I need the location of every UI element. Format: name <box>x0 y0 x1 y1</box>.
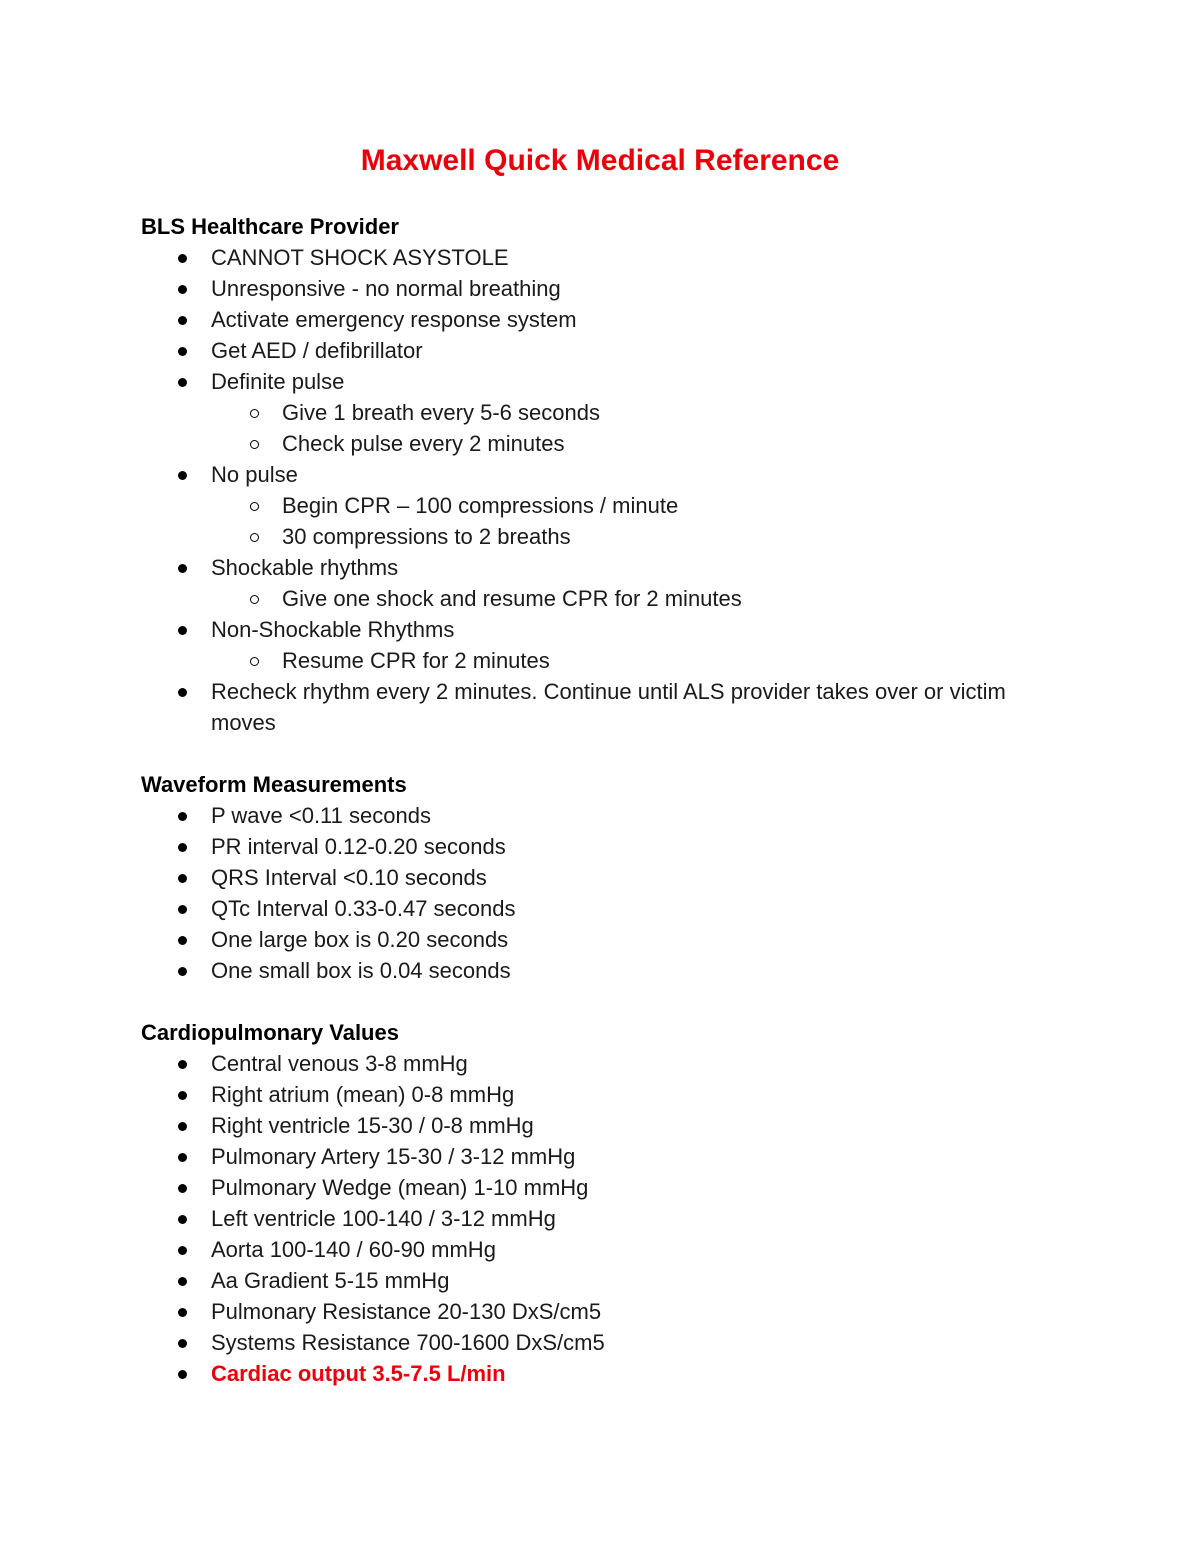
bullet-dot-icon <box>178 1246 187 1255</box>
list-item-text: Non-Shockable Rhythms <box>211 617 455 642</box>
bullet-dot-icon <box>178 1153 187 1162</box>
list-item <box>141 1172 1061 1203</box>
bullet-dot-icon <box>178 905 187 914</box>
sub-bullet-list <box>211 645 1061 676</box>
section-heading: Waveform Measurements <box>141 772 407 797</box>
document-title: Maxwell Quick Medical Reference <box>360 144 840 177</box>
bullet-dot-icon <box>178 1122 187 1131</box>
section-2 <box>141 769 1061 986</box>
list-item-text: No pulse <box>211 462 298 487</box>
list-item <box>141 1327 1061 1358</box>
bullet-circle-icon <box>250 502 259 511</box>
list-item-text: Recheck rhythm every 2 minutes. Continue until ALS provider takes over or victim moves <box>211 679 1006 735</box>
bullet-dot-icon <box>178 874 187 883</box>
bullet-dot-icon <box>178 1370 187 1379</box>
list-item <box>141 955 1061 986</box>
bullet-dot-icon <box>178 1308 187 1317</box>
sub-list-item-text: Give 1 breath every 5-6 seconds <box>282 400 600 425</box>
sub-list-item-text: Begin CPR – 100 compressions / minute <box>282 493 679 518</box>
bullet-dot-icon <box>178 812 187 821</box>
list-item-text: QTc Interval 0.33-0.47 seconds <box>211 896 516 921</box>
sub-bullet-list <box>211 490 1061 552</box>
document-page <box>141 139 1061 1389</box>
sub-list-item <box>211 490 1061 521</box>
sub-list-item <box>211 583 1061 614</box>
list-item-text: P wave <0.11 seconds <box>211 803 431 828</box>
bullet-dot-icon <box>178 378 187 387</box>
bullet-dot-icon <box>178 688 187 697</box>
bullet-dot-icon <box>178 1091 187 1100</box>
list-item-text: Right ventricle 15-30 / 0-8 mmHg <box>211 1113 534 1138</box>
sections-container <box>141 211 1061 1389</box>
sub-list-item <box>211 397 1061 428</box>
section-1 <box>141 211 1061 738</box>
bullet-dot-icon <box>178 936 187 945</box>
list-item <box>141 242 1061 273</box>
list-item-text: Left ventricle 100-140 / 3-12 mmHg <box>211 1206 556 1231</box>
sub-list-item <box>211 645 1061 676</box>
list-item-text: Pulmonary Resistance 20-130 DxS/cm5 <box>211 1299 602 1324</box>
list-item-text: Aorta 100-140 / 60-90 mmHg <box>211 1237 496 1262</box>
list-item-text: Activate emergency response system <box>211 307 577 332</box>
bullet-circle-icon <box>250 595 259 604</box>
list-item-text: One large box is 0.20 seconds <box>211 927 509 952</box>
list-item <box>141 366 1061 459</box>
bullet-circle-icon <box>250 440 259 449</box>
list-item-text: Systems Resistance 700-1600 DxS/cm5 <box>211 1330 605 1355</box>
bullet-dot-icon <box>178 1215 187 1224</box>
list-item <box>141 893 1061 924</box>
list-item <box>141 1265 1061 1296</box>
bullet-dot-icon <box>178 316 187 325</box>
bullet-dot-icon <box>178 843 187 852</box>
bullet-circle-icon <box>250 533 259 542</box>
section-heading: BLS Healthcare Provider <box>141 214 399 239</box>
sub-list-item <box>211 521 1061 552</box>
sub-list-item-text: 30 compressions to 2 breaths <box>282 524 571 549</box>
list-item <box>141 1358 1061 1389</box>
list-item <box>141 924 1061 955</box>
list-item-text: Get AED / defibrillator <box>211 338 423 363</box>
list-item <box>141 1296 1061 1327</box>
sub-bullet-list <box>211 397 1061 459</box>
list-item-text: Cardiac output 3.5-7.5 L/min <box>211 1361 506 1386</box>
list-item-text: Definite pulse <box>211 369 345 394</box>
list-item-text: Pulmonary Wedge (mean) 1-10 mmHg <box>211 1175 589 1200</box>
sub-list-item <box>211 428 1061 459</box>
bullet-dot-icon <box>178 347 187 356</box>
bullet-dot-icon <box>178 471 187 480</box>
list-item-text: Right atrium (mean) 0-8 mmHg <box>211 1082 515 1107</box>
list-item <box>141 676 1061 738</box>
bullet-list <box>141 1048 1061 1389</box>
list-item-text: Unresponsive - no normal breathing <box>211 276 561 301</box>
list-item <box>141 831 1061 862</box>
sub-list-item-text: Give one shock and resume CPR for 2 minutes <box>282 586 742 611</box>
bullet-dot-icon <box>178 1184 187 1193</box>
list-item <box>141 862 1061 893</box>
bullet-dot-icon <box>178 1339 187 1348</box>
list-item-text: Central venous 3-8 mmHg <box>211 1051 468 1076</box>
bullet-dot-icon <box>178 967 187 976</box>
sub-list-item-text: Check pulse every 2 minutes <box>282 431 565 456</box>
list-item <box>141 1203 1061 1234</box>
sub-bullet-list <box>211 583 1061 614</box>
list-item-text: QRS Interval <0.10 seconds <box>211 865 487 890</box>
list-item <box>141 1141 1061 1172</box>
bullet-list <box>141 242 1061 738</box>
bullet-dot-icon <box>178 626 187 635</box>
list-item-text: PR interval 0.12-0.20 seconds <box>211 834 506 859</box>
list-item <box>141 614 1061 676</box>
list-item-text: CANNOT SHOCK ASYSTOLE <box>211 245 509 270</box>
list-item <box>141 459 1061 552</box>
list-item <box>141 273 1061 304</box>
section-3 <box>141 1017 1061 1389</box>
bullet-dot-icon <box>178 285 187 294</box>
bullet-dot-icon <box>178 564 187 573</box>
list-item-text: Shockable rhythms <box>211 555 399 580</box>
bullet-circle-icon <box>250 657 259 666</box>
list-item <box>141 1048 1061 1079</box>
list-item <box>141 304 1061 335</box>
bullet-list <box>141 800 1061 986</box>
list-item <box>141 335 1061 366</box>
list-item-text: One small box is 0.04 seconds <box>211 958 511 983</box>
list-item-text: Aa Gradient 5-15 mmHg <box>211 1268 450 1293</box>
list-item <box>141 1234 1061 1265</box>
bullet-dot-icon <box>178 1060 187 1069</box>
bullet-circle-icon <box>250 409 259 418</box>
section-heading: Cardiopulmonary Values <box>141 1020 399 1045</box>
bullet-dot-icon <box>178 254 187 263</box>
list-item <box>141 1079 1061 1110</box>
list-item <box>141 1110 1061 1141</box>
bullet-dot-icon <box>178 1277 187 1286</box>
list-item <box>141 552 1061 614</box>
list-item-text: Pulmonary Artery 15-30 / 3-12 mmHg <box>211 1144 576 1169</box>
list-item <box>141 800 1061 831</box>
sub-list-item-text: Resume CPR for 2 minutes <box>282 648 550 673</box>
